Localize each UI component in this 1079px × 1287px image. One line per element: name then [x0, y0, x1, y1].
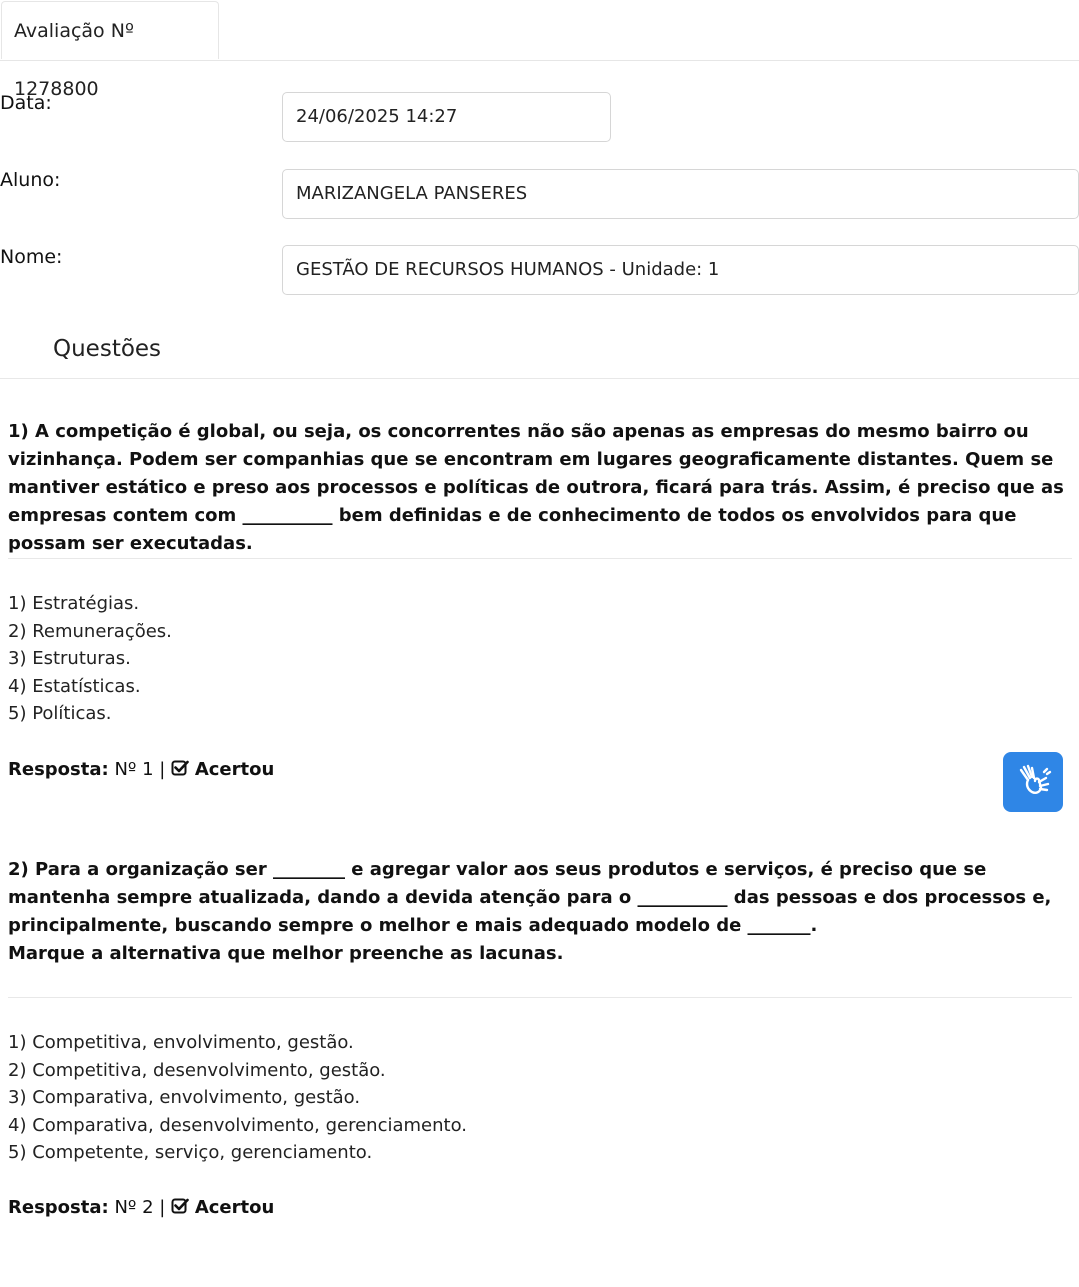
result-text: Acertou	[194, 759, 275, 780]
student-label: Aluno:	[0, 169, 61, 191]
tab-evaluation[interactable]: Avaliação Nº 1278800	[1, 1, 219, 59]
check-square-icon	[171, 759, 189, 777]
question-1-options	[8, 590, 172, 728]
question-2-option-4: 4) Comparativa, desenvolvimento, gerenciamento.	[8, 1114, 467, 1136]
question-1-option-1: 1) Estratégias.	[8, 593, 140, 614]
sign-language-hands-icon	[1013, 760, 1053, 804]
question-2-divider	[8, 997, 1072, 998]
name-field[interactable]: GESTÃO DE RECURSOS HUMANOS - Unidade: 1	[282, 245, 1079, 295]
question-2-instruction: Marque a alternativa que melhor preenche as lacunas.	[8, 943, 564, 964]
answer-value: Nº 2 |	[114, 1197, 166, 1218]
result-text: Acertou	[194, 1197, 275, 1218]
question-2-text	[8, 856, 1072, 968]
student-field[interactable]: MARIZANGELA PANSERES	[282, 169, 1079, 219]
date-label: Data:	[0, 92, 52, 114]
question-1-answer	[8, 759, 274, 780]
question-2-option-3: 3) Comparativa, envolvimento, gestão.	[8, 1087, 361, 1108]
tab-strip	[0, 0, 1079, 100]
accessibility-button[interactable]	[1003, 752, 1063, 812]
name-label: Nome:	[0, 246, 63, 268]
question-1-option-3: 3) Estruturas.	[8, 648, 131, 669]
question-2-statement: 2) Para a organização ser ________ e agregar valor aos seus produtos e serviços, é preciso que se mantenha sempre atualizada, dando a devida atenção para o __________ das pessoas e dos processos e, principalmente, buscando sempre o melhor e mais adequado modelo de _______.	[8, 859, 1052, 936]
question-2-option-5: 5) Competente, serviço, gerenciamento.	[8, 1142, 373, 1163]
answer-label: Resposta:	[8, 759, 109, 780]
answer-label: Resposta:	[8, 1197, 109, 1218]
question-1-divider	[8, 558, 1072, 559]
question-2-answer	[8, 1197, 274, 1218]
question-2-options	[8, 1029, 467, 1167]
questions-heading: Questões	[53, 336, 162, 362]
question-2-option-1: 1) Competitiva, envolvimento, gestão.	[8, 1032, 354, 1053]
question-1-option-2: 2) Remunerações.	[8, 620, 172, 642]
date-field[interactable]: 24/06/2025 14:27	[282, 92, 611, 142]
question-1-option-5: 5) Políticas.	[8, 703, 112, 724]
answer-value: Nº 1 |	[114, 759, 166, 780]
question-1-option-4: 4) Estatísticas.	[8, 675, 141, 697]
question-1-text: 1) A competição é global, ou seja, os concorrentes não são apenas as empresas do mesmo bairro ou vizinhança. Podem ser companhias que se encontram em lugares geograficamente distantes. Quem se mantiver estático e preso aos processos e políticas de outrora, ficará para trás. Assim, é preciso que as empresas contem com __________ bem definidas e de conhecimento de todos os envolvidos para que possam ser executadas.	[8, 421, 1064, 554]
check-square-icon	[171, 1197, 189, 1215]
question-2-option-2: 2) Competitiva, desenvolvimento, gestão.	[8, 1059, 386, 1081]
section-divider	[0, 378, 1079, 379]
